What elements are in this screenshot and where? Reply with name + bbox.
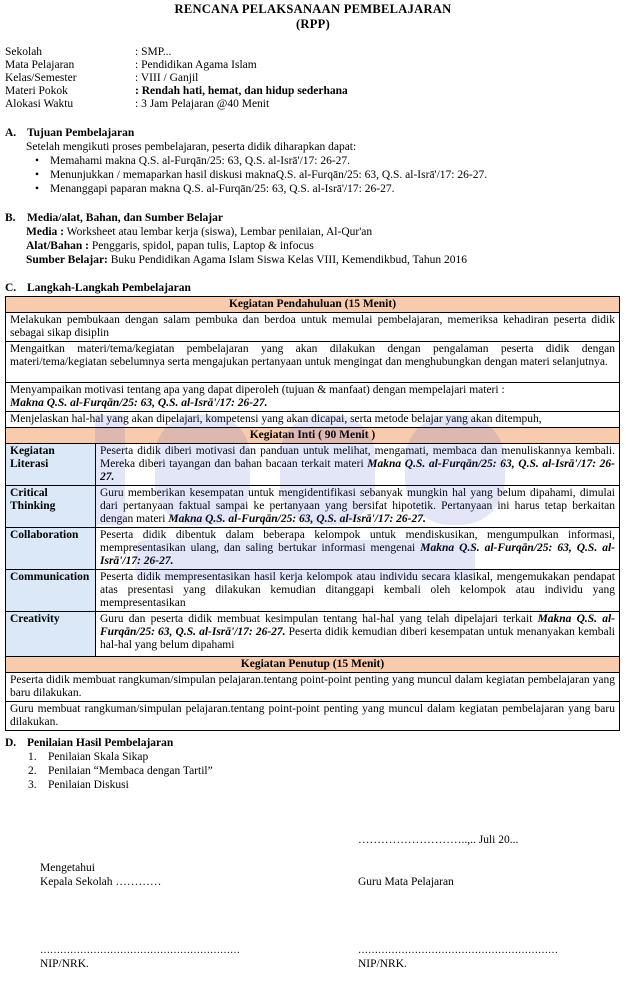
- identity-value: : Rendah hati, hemat, dan hidup sederhana: [135, 85, 348, 97]
- signature-teacher-title: Guru Mata Pelajaran: [358, 876, 454, 888]
- core-header: Kegiatan Inti ( 90 Menit ): [6, 428, 620, 444]
- section-title: Langkah-Langkah Pembelajaran: [27, 282, 191, 294]
- media-line: [26, 226, 372, 239]
- core-step-label: Kegiatan Literasi: [6, 444, 96, 486]
- section-title: Penilaian Hasil Pembelajaran: [27, 737, 174, 749]
- item-text: Penilaian “Membaca dengan Tartil”: [48, 765, 213, 777]
- signature-teacher-line: ……………………………………………………: [358, 945, 558, 956]
- identity-row-topic: [5, 85, 605, 98]
- tools-value: Penggaris, spidol, papan tulis, Laptop & infocus: [88, 240, 314, 252]
- media-label: Media :: [26, 226, 65, 238]
- step-reference: Makna Q.S. al-Furqān/25: 63, Q.S. al-Isrā'/17: 26-27.: [100, 542, 615, 567]
- assessment-item: [28, 765, 213, 779]
- item-number: 2.: [28, 765, 37, 777]
- step-reference: Makna Q.S. al-Furqān/25: 63, Q.S. al-Isrā'/17: 26-27.: [100, 458, 615, 483]
- tools-label: Alat/Bahan :: [26, 240, 89, 252]
- identity-label: Kelas/Semester: [5, 72, 77, 84]
- section-letter: A.: [5, 127, 17, 139]
- identity-value: : VIII / Ganjil: [135, 72, 199, 84]
- section-letter: D.: [5, 737, 17, 749]
- section-letter: B.: [5, 212, 16, 224]
- opening-step: Melakukan pembukaan dengan salam pembuka dan berdoa untuk memulai pembelajaran, memeriksa kehadiran peserta didik sebagai sikap disiplin: [6, 313, 620, 342]
- sources-value: Buku Pendidikan Agama Islam Siswa Kelas VIII, Kemendikbud, Tahun 2016: [107, 254, 467, 266]
- assessment-item: [28, 779, 213, 793]
- section-letter: C.: [5, 282, 17, 294]
- step-body: Peserta didik diberi motivasi dan panduan untuk melihat, mengamati, membaca dan menuliskannya kembali. Mereka diberi tayangan dan bahan bacaan terkait materi: [100, 445, 615, 470]
- closing-step: Peserta didik membuat rangkuman/simpulan pelajaran.tentang point-point penting yang muncul dalam kegiatan pembelajaran yang baru dilakukan.: [6, 673, 620, 702]
- signature-teacher-nip: NIP/NRK.: [358, 958, 407, 970]
- objectives-list: [26, 155, 487, 197]
- opening-step: Menjelaskan hal-hal yang akan dipelajari, kompetensi yang akan dicapai, serta metode belajar yang akan ditempuh,: [6, 412, 620, 428]
- document-title: RENCANA PELAKSANAAN PEMBELAJARAN: [174, 2, 452, 16]
- item-number: 3.: [28, 779, 37, 791]
- identity-label: Sekolah: [5, 46, 43, 58]
- core-step-text: [96, 486, 620, 528]
- motivation-text: Menyampaikan motivasi tentang apa yang dapat diperoleh (tujuan & manfaat) dengan mempelajari materi :: [10, 384, 505, 396]
- step-body: Guru dan peserta didik membuat kesimpulan tentang hal-hal yang telah dipelajari terkait: [100, 613, 538, 625]
- signature-principal-nip: NIP/NRK.: [40, 958, 89, 970]
- item-text: Penilaian Skala Sikap: [48, 751, 149, 763]
- section-title: Media/alat, Bahan, dan Sumber Belajar: [27, 212, 223, 224]
- identity-label: Alokasi Waktu: [5, 98, 74, 110]
- assessment-list: [28, 751, 213, 793]
- item-number: 1.: [28, 751, 37, 763]
- step-body-tail: Peserta didik kemudian diberi kesempatan untuk menanyakan kembali hal-hal yang belum dipahami: [100, 626, 615, 651]
- core-step-text: [96, 612, 620, 657]
- section-a-intro: Setelah mengikuti proses pembelajaran, peserta didik diharapkan dapat:: [26, 141, 357, 153]
- identity-value: : SMP...: [135, 46, 172, 58]
- opening-step: Mengaitkan materi/tema/kegiatan pembelajaran yang akan dilakukan dengan pengalaman peserta didik dengan materi/tema/kegiatan sebelumnya serta mengajukan pertanyaan untuk mengingat dan menghubungkan dengan materi selanjutnya.: [6, 342, 620, 383]
- step-body: Guru memberikan kesempatan untuk mengidentifikasi sebanyak mungkin hal yang belum dipahami, dimulai dari pertanyaan faktual sampai ke pertanyaan yang bersifat hipotetik. Pertanyaan ini harus tetap berkaitan dengan materi: [100, 487, 615, 525]
- signature-acknowledge: Mengetahui: [40, 862, 95, 874]
- signature-principal-title: Kepala Sekolah …………: [40, 876, 162, 888]
- identity-row-subject: [5, 59, 605, 72]
- identity-label: Materi Pokok: [5, 85, 68, 97]
- section-a-heading: [5, 127, 134, 140]
- identity-row-school: [5, 46, 605, 59]
- signature-date: ………………………..,.. Juli 20...: [358, 834, 519, 846]
- section-c-heading: [5, 282, 191, 295]
- item-text: Penilaian Diskusi: [48, 779, 129, 791]
- identity-value: : 3 Jam Pelajaran @40 Menit: [135, 98, 270, 110]
- step-reference: Makna Q.S. al-Furqān/25: 63, Q.S. al-Isrā'/17: 26-27.: [168, 513, 426, 525]
- core-step-text: [96, 528, 620, 570]
- identity-row-time: [5, 98, 605, 111]
- assessment-item: [28, 751, 213, 765]
- core-step-label: Collaboration: [6, 528, 96, 570]
- steps-table: [5, 296, 620, 731]
- core-step-text: Peserta didik mempresentasikan hasil kerja kelompok atau individu secara klasikal, mengemukakan pendapat atas presentasi yang dilakukan kemudian ditanggapi kembali oleh kelompok atau individu yang mempresentasikan: [96, 570, 620, 612]
- opening-step-motivation: [6, 383, 620, 412]
- section-d-heading: [5, 737, 173, 750]
- closing-header: Kegiatan Penutup (15 Menit): [6, 657, 620, 673]
- section-title: Tujuan Pembelajaran: [27, 127, 135, 139]
- step-body: Peserta didik dibentuk dalam beberapa kelompok untuk mendiskusikan, mengumpulkan informasi, mempresentasikan ulang, dan saling bertukar informasi mengenai: [100, 529, 615, 554]
- media-value: Worksheet atau lembar kerja (siswa), Lembar penilaian, Al-Qur'an: [64, 226, 373, 238]
- sources-line: [26, 254, 467, 267]
- core-step-label: Critical Thinking: [6, 486, 96, 528]
- core-step-text: [96, 444, 620, 486]
- opening-header: Kegiatan Pendahuluan (15 Menit): [6, 297, 620, 313]
- closing-step: Guru membuat rangkuman/simpulan pelajaran.tentang point-point penting yang muncul dalam kegiatan pembelajaran yang baru dilakukan.: [6, 702, 620, 731]
- step-reference: Makna Q.S. al-Furqān/25: 63, Q.S. al-Isrā'/17: 26-27.: [100, 613, 615, 638]
- core-step-label: Creativity: [6, 612, 96, 657]
- document-subtitle: (RPP): [295, 17, 331, 31]
- identity-label: Mata Pelajaran: [5, 59, 75, 71]
- objective-item: • Menanggapi paparan makna Q.S. al-Furqān/25: 63, Q.S. al-Isrā'/17: 26-27.: [26, 183, 487, 197]
- sources-label: Sumber Belajar:: [26, 254, 108, 266]
- objective-item: • Menunjukkan / memaparkan hasil diskusi maknaQ.S. al-Furqān/25: 63, Q.S. al-Isrā'/17: 26-27.: [26, 169, 487, 183]
- core-step-label: Communication: [6, 570, 96, 612]
- signature-principal-line: ……………………………………………………: [40, 945, 240, 956]
- section-b-heading: [5, 212, 223, 225]
- objective-item: • Memahami makna Q.S. al-Furqān/25: 63, Q.S. al-Isrā'/17: 26-27.: [26, 155, 487, 169]
- identity-block: [5, 46, 605, 111]
- identity-row-class: [5, 72, 605, 85]
- tools-line: [26, 240, 314, 253]
- identity-value: : Pendidikan Agama Islam: [135, 59, 257, 71]
- motivation-reference: Makna Q.S. al-Furqān/25: 63, Q.S. al-Isrā'/17: 26-27.: [10, 397, 268, 409]
